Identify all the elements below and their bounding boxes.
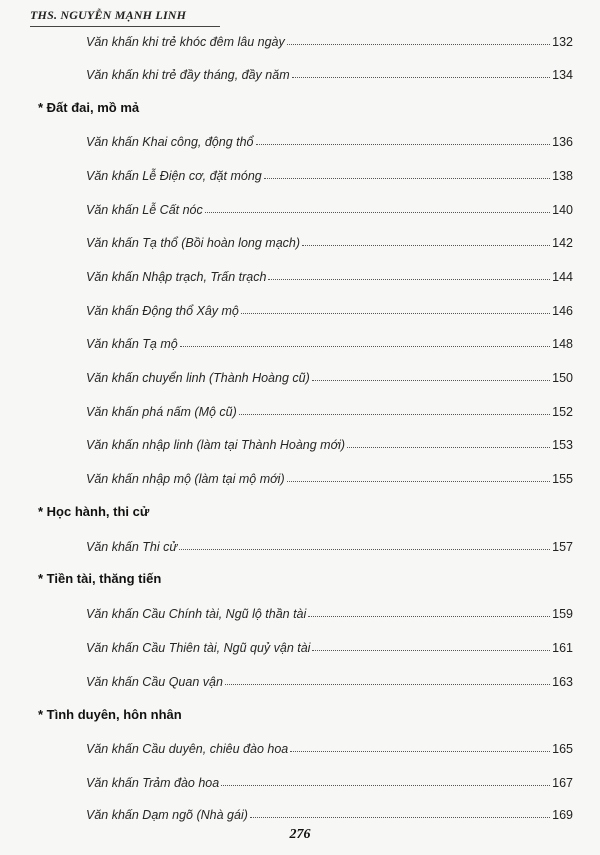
toc-entry: [86, 168, 573, 184]
toc-entry: [86, 67, 573, 83]
toc-entry-title: Văn khấn Động thổ Xây mộ: [86, 304, 239, 318]
toc-section-heading: * Tiền tài, thăng tiến: [38, 571, 162, 586]
toc-entry-title: Văn khấn Cầu Chính tài, Ngũ lộ thần tài: [86, 607, 307, 621]
toc-entry-title: Văn khấn phá nấm (Mộ cũ): [86, 405, 237, 419]
toc-entry: [86, 202, 573, 218]
toc-entry-page-number: 159: [552, 607, 573, 621]
toc-entry: [86, 134, 573, 150]
toc-entry-title: Văn khấn Tạ thổ (Bồi hoàn long mạch): [86, 236, 301, 250]
toc-entry-page-number: 163: [552, 675, 573, 689]
toc-entry-title: Văn khấn nhập mộ (làm tại mộ mới): [86, 472, 285, 486]
page-number: 276: [289, 827, 311, 842]
toc-entry-title: Văn khấn Nhập trạch, Trấn trạch: [86, 270, 267, 284]
toc-entry-page-number: 134: [552, 68, 573, 82]
dot-leader: [205, 202, 550, 214]
toc-section-heading: * Học hành, thi cử: [38, 504, 150, 519]
dot-leader: [239, 404, 550, 416]
dot-leader: [264, 168, 550, 180]
dot-leader: [256, 134, 551, 146]
toc-entry-title: Văn khấn Thi cử: [86, 540, 178, 554]
toc-entry-page-number: 144: [552, 270, 573, 284]
toc-entry-page-number: 157: [552, 540, 573, 554]
toc-entry: [86, 437, 573, 453]
toc-entry: [86, 775, 573, 791]
dot-leader: [221, 775, 550, 787]
toc-entry-title: Văn khấn Trảm đào hoa: [86, 776, 220, 790]
dot-leader: [225, 674, 550, 686]
toc-entry-page-number: 136: [552, 135, 573, 149]
toc-entry: [86, 640, 573, 656]
running-header-author: THS. NGUYỄN MẠNH LINH: [30, 8, 187, 22]
toc-entry-title: Văn khấn nhập linh (làm tại Thành Hoàng mới): [86, 438, 346, 452]
toc-entry: [86, 303, 573, 319]
toc-entry-page-number: 146: [552, 304, 573, 318]
toc-entry-page-number: 132: [552, 35, 573, 49]
dot-leader: [268, 269, 550, 281]
toc-entry-page-number: 148: [552, 337, 573, 351]
dot-leader: [179, 539, 550, 551]
toc-entry-page-number: 152: [552, 405, 573, 419]
toc-section-heading: * Tình duyên, hôn nhân: [38, 707, 182, 722]
toc-entry-page-number: 155: [552, 472, 573, 486]
toc-entry-page-number: 161: [552, 641, 573, 655]
dot-leader: [302, 235, 550, 247]
toc-entry-title: Văn khấn Cầu duyên, chiêu đào hoa: [86, 742, 289, 756]
toc-entry-title: Văn khấn Cầu Quan vận: [86, 675, 223, 689]
toc-entry-page-number: 142: [552, 236, 573, 250]
dot-leader: [287, 34, 550, 46]
toc-entry: [86, 741, 573, 757]
toc-entry-page-number: 140: [552, 203, 573, 217]
toc-entry: [86, 674, 573, 690]
toc-entry: [86, 235, 573, 251]
dot-leader: [312, 640, 550, 652]
toc-entry-page-number: 167: [552, 776, 573, 790]
toc-entry: [86, 807, 573, 823]
toc-entry: [86, 336, 573, 352]
dot-leader: [287, 471, 551, 483]
toc-entry-title: Văn khấn Dạm ngõ (Nhà gái): [86, 807, 248, 822]
toc-entry-title: Văn khấn Lễ Điện cơ, đặt móng: [86, 169, 262, 183]
toc-entry: [86, 471, 573, 487]
toc-entry-page-number: 165: [552, 742, 573, 756]
toc-entry-title: Văn khấn chuyển linh (Thành Hoàng cũ): [86, 371, 310, 385]
toc-entry-title: Văn khấn Tạ mộ: [86, 337, 178, 351]
toc-entry-page-number: 150: [552, 371, 573, 385]
dot-leader: [308, 606, 550, 618]
dot-leader: [290, 741, 550, 753]
toc-entry-title: Văn khấn Cầu Thiên tài, Ngũ quỷ vận tài: [86, 641, 311, 655]
toc-entry-page-number: 138: [552, 169, 573, 183]
toc-entry-title: Văn khấn khi trẻ đầy tháng, đầy năm: [86, 68, 290, 82]
toc-entry: [86, 539, 573, 555]
dot-leader: [312, 370, 550, 382]
dot-leader: [241, 303, 550, 315]
toc-section-heading: * Đất đai, mồ mả: [38, 100, 140, 115]
toc-entry-title: Văn khấn Lễ Cất nóc: [86, 203, 203, 217]
dot-leader: [180, 336, 550, 348]
dot-leader: [250, 807, 550, 819]
dot-leader: [292, 67, 551, 79]
toc-entry: [86, 606, 573, 622]
toc-entry-page-number: 153: [552, 438, 573, 452]
toc-entry-title: Văn khấn Khai công, động thổ: [86, 135, 254, 149]
dot-leader: [347, 437, 550, 449]
header-rule: [30, 26, 220, 27]
toc-entry: [86, 370, 573, 386]
toc-entry: [86, 404, 573, 420]
toc-entry: [86, 34, 573, 50]
toc-entry: [86, 269, 573, 285]
toc-entry-title: Văn khấn khi trẻ khóc đêm lâu ngày: [86, 35, 285, 49]
toc-entry-page-number: 169: [552, 807, 573, 822]
